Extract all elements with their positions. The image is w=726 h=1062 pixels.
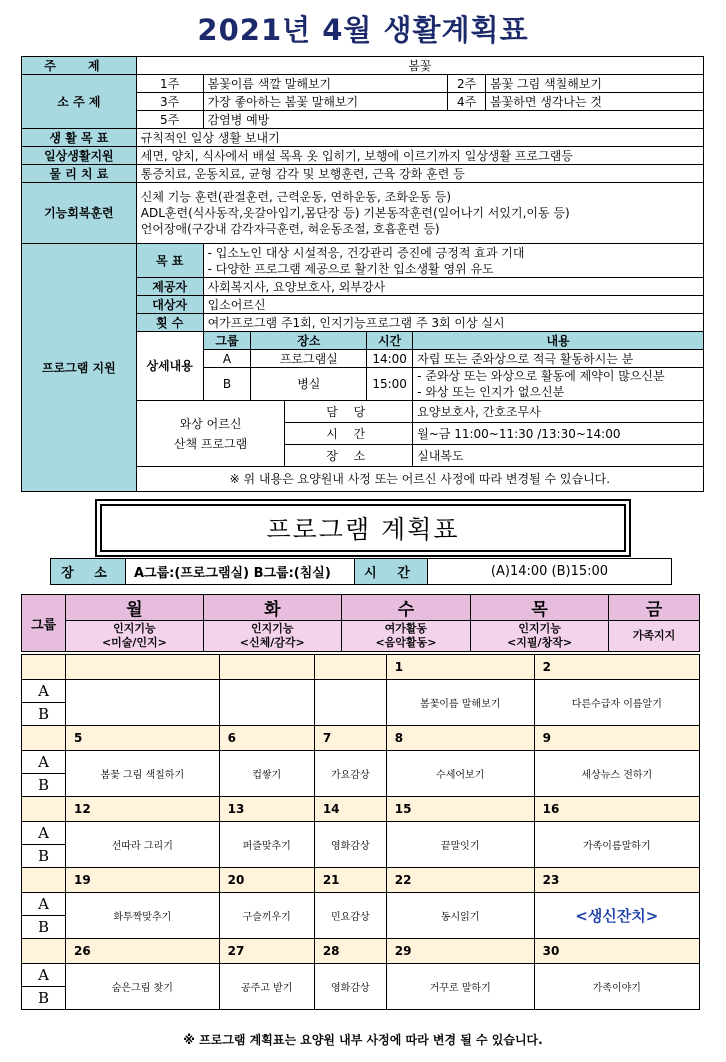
- date-cell: 22: [386, 868, 534, 893]
- subtheme-week: 1주: [136, 75, 203, 93]
- activity-cell: 퍼즐맞추기: [219, 822, 314, 868]
- rehab-value: [136, 183, 703, 244]
- date-cell: 16: [534, 797, 699, 822]
- date-cell: 15: [386, 797, 534, 822]
- group-b-place: 병실: [251, 368, 367, 401]
- physio-label: 물 리 치 료: [22, 165, 137, 183]
- date-cell: 29: [386, 939, 534, 964]
- activity-row: [22, 680, 700, 703]
- time-label: 시 간: [355, 559, 428, 585]
- date-cell: 14: [314, 797, 386, 822]
- subtheme-text: 가장 좋아하는 봄꽃 말해보기: [203, 93, 448, 111]
- group-b-content: [413, 368, 704, 401]
- activity-cell: 숨은그림 찾기: [66, 964, 220, 1010]
- group-b-marker: B: [22, 916, 66, 939]
- day-fri: 금: [609, 595, 700, 621]
- birthday-party-cell: <생신잔치>: [534, 893, 699, 939]
- activity-cell: 공주고 받기: [219, 964, 314, 1010]
- date-cell: 1: [386, 655, 534, 680]
- date-cell: 8: [386, 726, 534, 751]
- group-a-marker: A: [22, 822, 66, 845]
- footer-note: ※ 프로그램 계획표는 요양원 내부 사정에 따라 변경 될 수 있습니다.: [183, 1033, 543, 1047]
- program-support-label: 프로그램 지원: [22, 244, 137, 492]
- activity-cell: 영화감상: [314, 822, 386, 868]
- theme-value: 봄꽃: [136, 57, 703, 75]
- info-notice: ※ 위 내용은 요양원내 사정 또는 어르신 사정에 따라 변경될 수 있습니다.: [136, 467, 703, 492]
- date-row-spacer: [22, 797, 66, 822]
- provider-value: 사회복지사, 요양보호사, 외부강사: [203, 278, 703, 296]
- activity-cell: 민요감상: [314, 893, 386, 939]
- group-a-place: 프로그램실: [251, 350, 367, 368]
- date-row: [22, 868, 700, 893]
- activity-row: [22, 964, 700, 987]
- walk-place-label: 장 소: [285, 445, 413, 467]
- group-b-time: 15:00: [367, 368, 413, 401]
- walk-label-line: 산책 프로그램: [173, 436, 248, 451]
- group-b-line: - 와상 또는 인지가 없으신분: [417, 385, 565, 399]
- group-a-marker: A: [22, 751, 66, 774]
- activity-cell: [66, 680, 220, 726]
- subtheme-week: 2주: [448, 75, 486, 93]
- group-b-marker: B: [22, 774, 66, 797]
- date-row: [22, 939, 700, 964]
- activity-cell: 수세어보기: [386, 751, 534, 797]
- activity-cell: 컵쌓기: [219, 751, 314, 797]
- daily-support-value: 세면, 양치, 식사에서 배설 목욕 옷 입히기, 보행에 이르기까지 일상생활 프로그램등: [136, 147, 703, 165]
- subtheme-text: 봄꽃이름 색깔 말해보기: [203, 75, 448, 93]
- program-type-fri: 가족지지: [609, 621, 700, 652]
- date-cell: 2: [534, 655, 699, 680]
- purpose-label: 목 표: [136, 244, 203, 278]
- date-cell: [66, 655, 220, 680]
- target-label: 대상자: [136, 296, 203, 314]
- date-cell: 27: [219, 939, 314, 964]
- provider-label: 제공자: [136, 278, 203, 296]
- detail-header-time: 시간: [367, 332, 413, 350]
- date-cell: [314, 655, 386, 680]
- target-value: 입소어르신: [203, 296, 703, 314]
- activity-cell: [219, 680, 314, 726]
- plan-info-table: [21, 56, 704, 492]
- date-cell: 12: [66, 797, 220, 822]
- rehab-line: ADL훈련(식사동작,옷갈아입기,몸단장 등) 기본동작훈련(일어나기 서있기,이동 등): [140, 206, 570, 220]
- detail-header-content: 내용: [413, 332, 704, 350]
- date-cell: 13: [219, 797, 314, 822]
- subtheme-text: 봄꽃하면 생각나는 것: [486, 93, 704, 111]
- walk-staff-label: 담 당: [285, 401, 413, 423]
- group-a-marker: A: [22, 964, 66, 987]
- detail-header-group: 그룹: [203, 332, 251, 350]
- detail-header-place: 장소: [251, 332, 367, 350]
- goal-label: 생 활 목 표: [22, 129, 137, 147]
- group-b-line: - 준와상 또는 와상으로 활동에 제약이 많으신분: [417, 369, 665, 383]
- program-info-bar: [50, 558, 672, 585]
- rehab-line: 언어장애(구강내 감각자극훈련, 혀운동조절, 호흡훈련 등): [140, 222, 440, 236]
- date-cell: 21: [314, 868, 386, 893]
- group-a-id: A: [203, 350, 251, 368]
- walk-time-label: 시 간: [285, 423, 413, 445]
- date-cell: 5: [66, 726, 220, 751]
- activity-cell: 세상뉴스 전하기: [534, 751, 699, 797]
- rehab-label: 기능회복훈련: [22, 183, 137, 244]
- group-a-content: 자립 또는 준와상으로 적극 활동하시는 분: [413, 350, 704, 368]
- activity-cell: 화투짝맞추기: [66, 893, 220, 939]
- activity-cell: 끝말잇기: [386, 822, 534, 868]
- group-b-marker: B: [22, 845, 66, 868]
- place-label: 장 소: [51, 559, 126, 585]
- date-row-spacer: [22, 655, 66, 680]
- activity-cell: 동시읽기: [386, 893, 534, 939]
- physio-value: 통증치료, 운동치료, 균형 감각 및 보행훈련, 근육 강화 훈련 등: [136, 165, 703, 183]
- date-row: [22, 797, 700, 822]
- day-thu: 목: [471, 595, 609, 621]
- purpose-line: - 다양한 프로그램 제공으로 활기찬 입소생활 영위 유도: [207, 261, 494, 276]
- date-cell: [219, 655, 314, 680]
- walk-place-value: 실내복도: [413, 445, 704, 467]
- date-cell: 20: [219, 868, 314, 893]
- group-b-marker: B: [22, 987, 66, 1010]
- date-cell: 7: [314, 726, 386, 751]
- day-wed: 수: [341, 595, 470, 621]
- subtheme-week: 5주: [136, 111, 203, 129]
- program-plan-title: 프로그램 계획표: [100, 504, 626, 552]
- group-a-marker: A: [22, 893, 66, 916]
- walk-staff-value: 요양보호사, 간호조무사: [413, 401, 704, 423]
- theme-label: 주 제: [22, 57, 137, 75]
- date-row-spacer: [22, 726, 66, 751]
- date-cell: 23: [534, 868, 699, 893]
- walk-time-value: 월~금 11:00~11:30 /13:30~14:00: [413, 423, 704, 445]
- group-b-id: B: [203, 368, 251, 401]
- activity-cell: 거꾸로 말하기: [386, 964, 534, 1010]
- activity-cell: 영화감상: [314, 964, 386, 1010]
- group-a-marker: A: [22, 680, 66, 703]
- activity-cell: 가요감상: [314, 751, 386, 797]
- goal-value: 규칙적인 일상 생활 보내기: [136, 129, 703, 147]
- date-row: [22, 655, 700, 680]
- count-label: 횟 수: [136, 314, 203, 332]
- date-row-spacer: [22, 939, 66, 964]
- day-mon: 월: [66, 595, 204, 621]
- date-cell: 30: [534, 939, 699, 964]
- date-cell: 19: [66, 868, 220, 893]
- walk-label-line: 와상 어르신: [179, 416, 242, 431]
- activity-cell: 구슬끼우기: [219, 893, 314, 939]
- subtheme-text: 봄꽃 그림 색칠해보기: [486, 75, 704, 93]
- subtheme-week: 3주: [136, 93, 203, 111]
- detail-label: 상세내용: [136, 332, 203, 401]
- place-value: A그룹:(프로그램실) B그룹:(침실): [126, 559, 355, 585]
- program-type-mon: 인지기능 <미술/인지>: [66, 621, 204, 652]
- walk-program-label: [136, 401, 285, 467]
- daily-support-label: 일상생활지원: [22, 147, 137, 165]
- rehab-line: 신체 기능 훈련(관절훈련, 근력운동, 연하운동, 조화운동 등): [140, 190, 452, 204]
- activity-cell: 봄꽃 그림 색칠하기: [66, 751, 220, 797]
- group-header: 그룹: [22, 595, 66, 652]
- date-cell: 28: [314, 939, 386, 964]
- subtheme-text: 감염병 예방: [203, 111, 703, 129]
- date-cell: 26: [66, 939, 220, 964]
- activity-row: [22, 751, 700, 774]
- day-tue: 화: [203, 595, 341, 621]
- purpose-value: [203, 244, 703, 278]
- activity-cell: 선따라 그리기: [66, 822, 220, 868]
- date-cell: 9: [534, 726, 699, 751]
- group-b-marker: B: [22, 703, 66, 726]
- activity-cell: 가족이야기: [534, 964, 699, 1010]
- activity-row: [22, 822, 700, 845]
- count-value: 여가프로그램 주1회, 인지기능프로그램 주 3회 이상 실시: [203, 314, 703, 332]
- time-value: (A)14:00 (B)15:00: [428, 559, 672, 585]
- date-row-spacer: [22, 868, 66, 893]
- monthly-calendar: [21, 654, 700, 1010]
- activity-cell: 다른수급자 이름알기: [534, 680, 699, 726]
- subtheme-week: 4주: [448, 93, 486, 111]
- program-type-wed: 여가활동 <음악활동>: [341, 621, 470, 652]
- purpose-line: - 입소노인 대상 시설적응, 건강관리 증진에 긍정적 효과 기대: [207, 245, 525, 260]
- activity-cell: 가족이름말하기: [534, 822, 699, 868]
- activity-cell: [314, 680, 386, 726]
- schedule-header: [21, 594, 700, 652]
- activity-row: [22, 893, 700, 916]
- subtheme-label: 소 주 제: [22, 75, 137, 129]
- program-type-tue: 인지기능 <신체/감각>: [203, 621, 341, 652]
- date-row: [22, 726, 700, 751]
- program-type-thu: 인지기능 <지필/창작>: [471, 621, 609, 652]
- group-a-time: 14:00: [367, 350, 413, 368]
- activity-cell: 봄꽃이름 말해보기: [386, 680, 534, 726]
- date-cell: 6: [219, 726, 314, 751]
- page-title: 2021년 4월 생활계획표: [197, 13, 529, 47]
